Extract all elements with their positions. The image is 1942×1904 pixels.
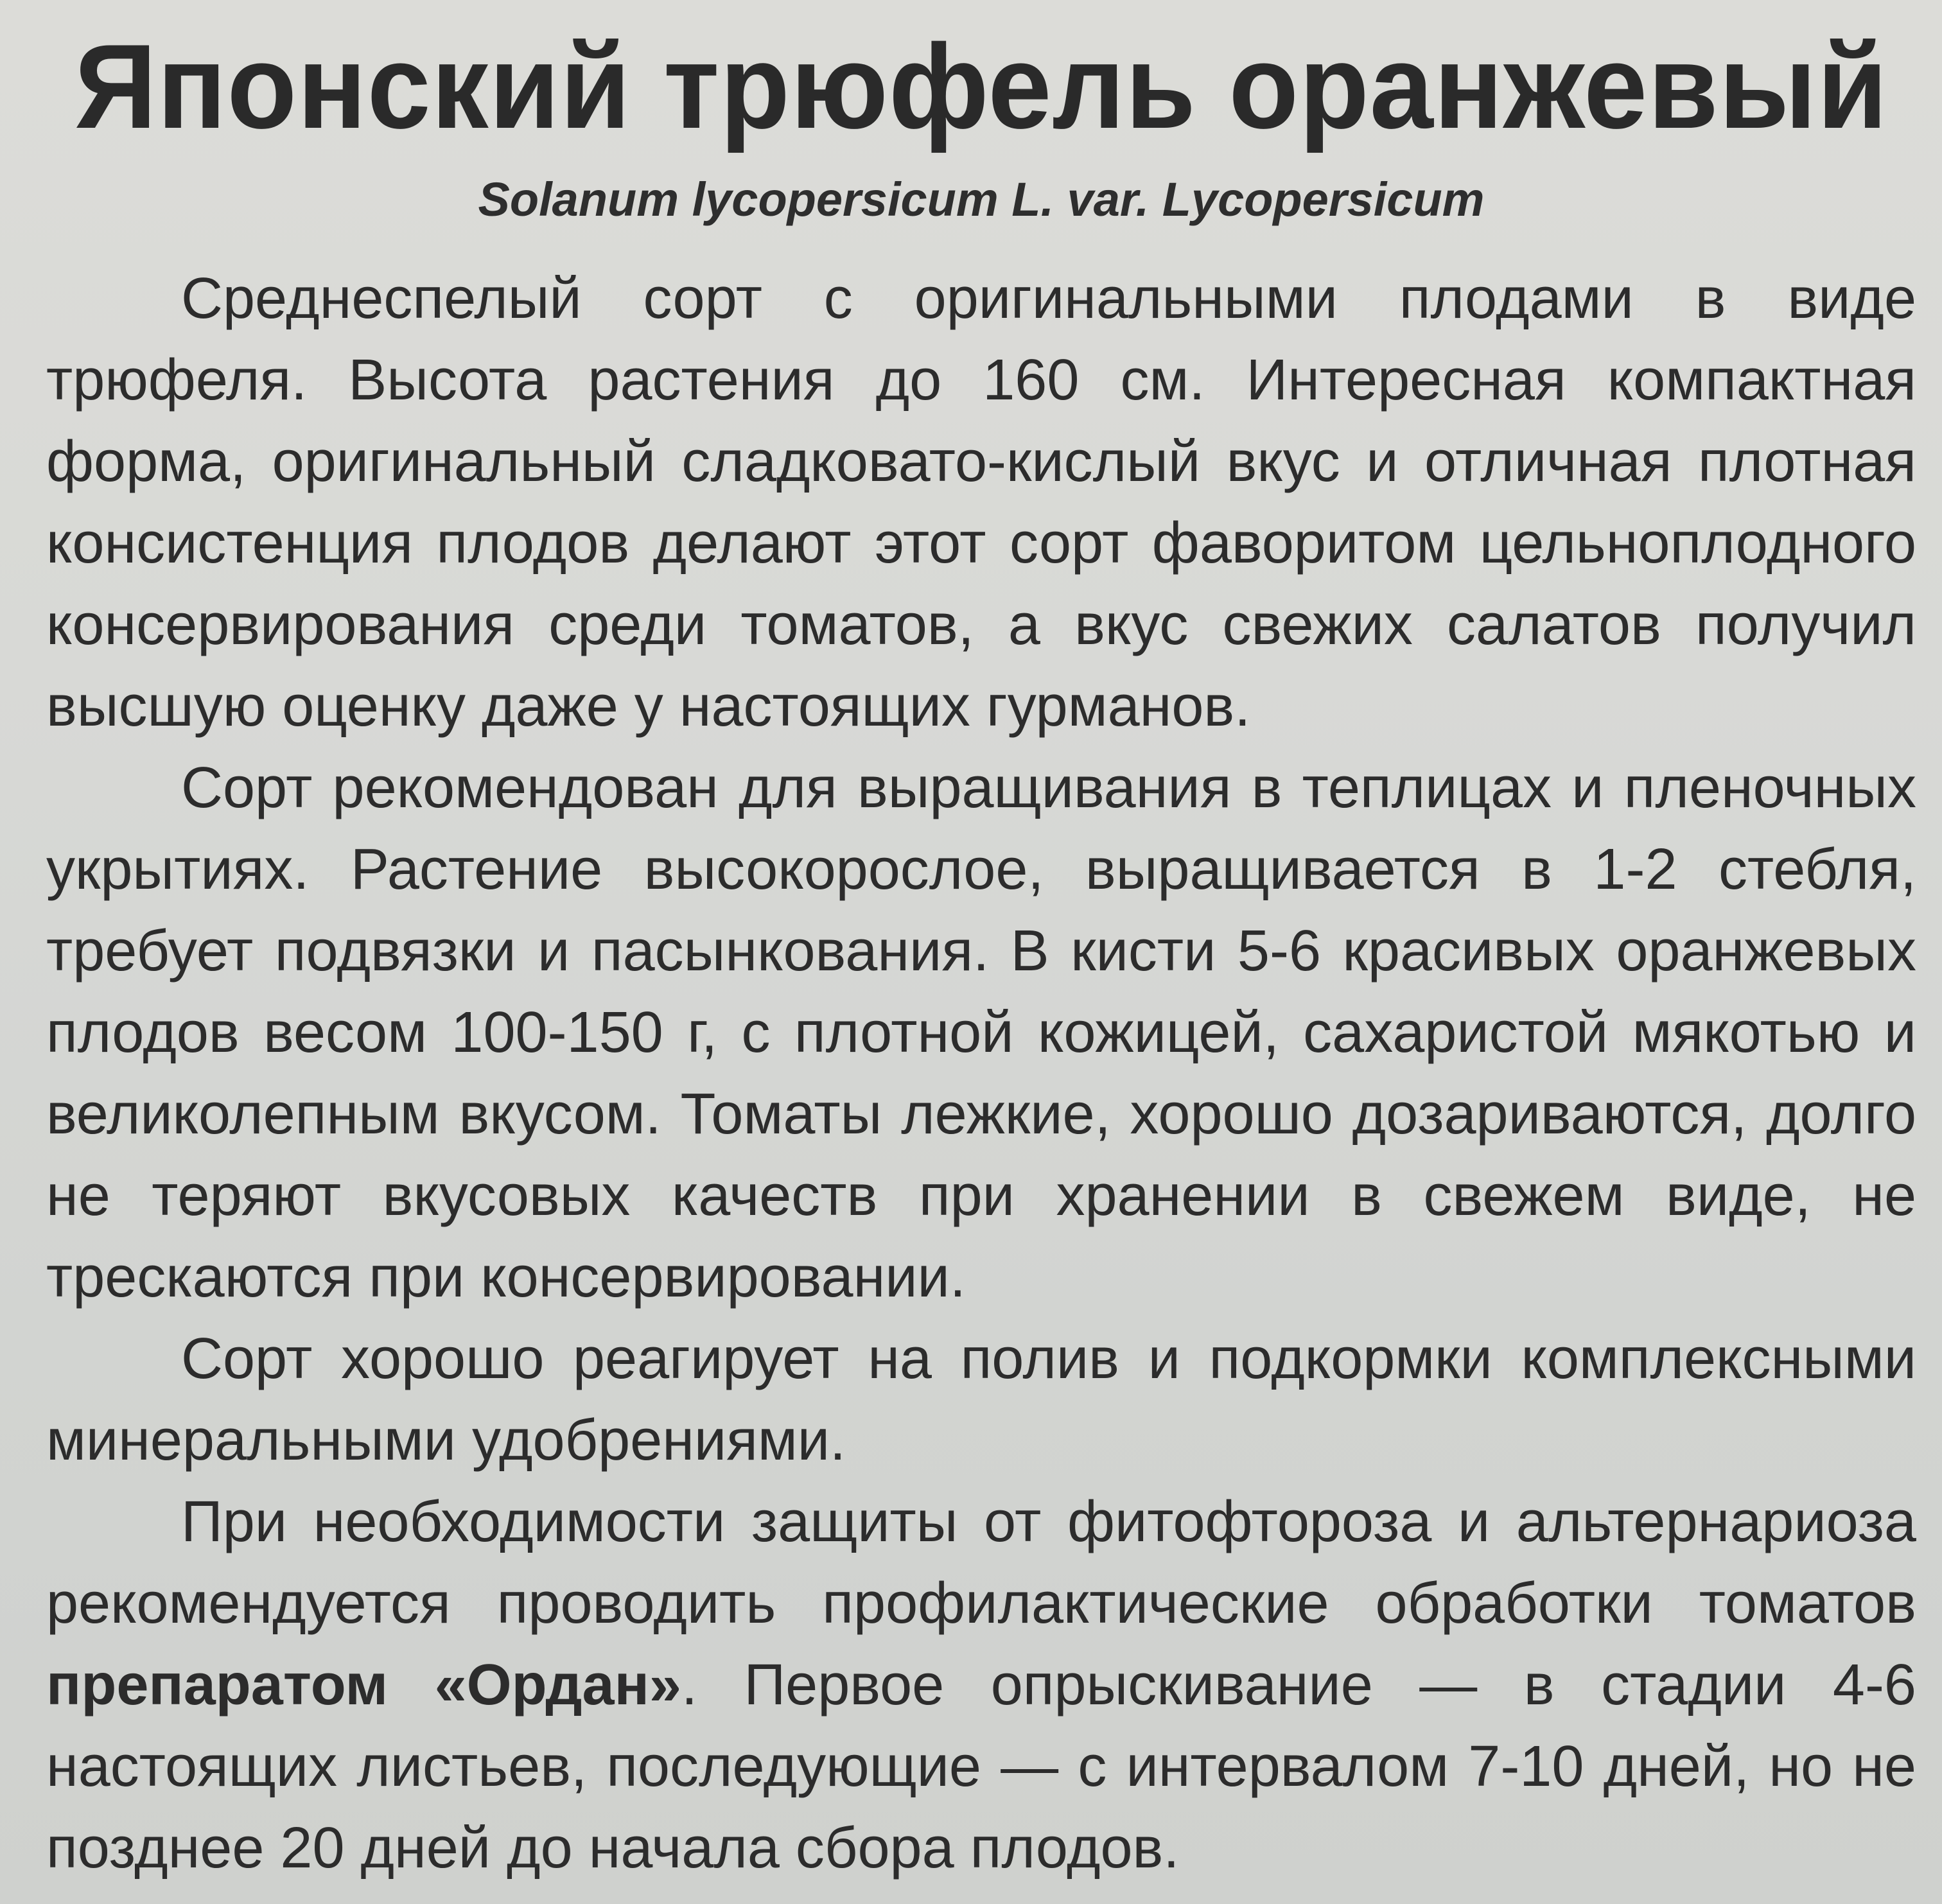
protection-text-start: При необходимости защиты от фитофтороза и альтернариоза рекомендуется проводить профилактические обработки томатов bbox=[46, 1490, 1916, 1636]
paragraph-description: Среднеспелый сорт с оригинальными плодами в виде трюфеля. Высота растения до 160 см. Интересная компактная форма, оригинальный сладковато-кислый вкус и отличная плотная консистенция плодов делают этот сорт фаворитом цельноплодного консервирования среди томатов, а вкус свежих салатов получил высшую оценку даже у настоящих гурманов. bbox=[46, 266, 1916, 738]
paragraph-protection bbox=[46, 1481, 1916, 1889]
paragraph-cultivation: Сорт рекомендован для выращивания в теплицах и пленочных укрытиях. Растение высокорослое, выращивается в 1-2 стебля, требует подвязки и пасынкования. В кисти 5-6 красивых оранжевых плодов весом 100-150 г, с плотной кожицей, сахаристой мякотью и великолепным вкусом. Томаты лежкие, хорошо дозариваются, долго не теряют вкусовых качеств при хранении в свежем виде, не трескаются при консервировании. bbox=[46, 756, 1916, 1309]
paragraph-fertilizing: Сорт хорошо реагирует на полив и подкормки комплексными минеральными удобрениями. bbox=[46, 1327, 1916, 1472]
latin-name: Solanum lycopersicum L. var. Lycopersicum bbox=[478, 173, 1485, 226]
description-text bbox=[46, 258, 1916, 1889]
variety-title: Японский трюфель оранжевый bbox=[74, 19, 1889, 153]
protection-text-end: . Первое опрыскивание — в стадии 4-6 настоящих листьев, последующие — с интервалом 7-10 дней, но не позднее 20 дней до начала сбора плодов. bbox=[46, 1653, 1916, 1880]
product-name: препаратом «Ордан» bbox=[46, 1653, 681, 1717]
